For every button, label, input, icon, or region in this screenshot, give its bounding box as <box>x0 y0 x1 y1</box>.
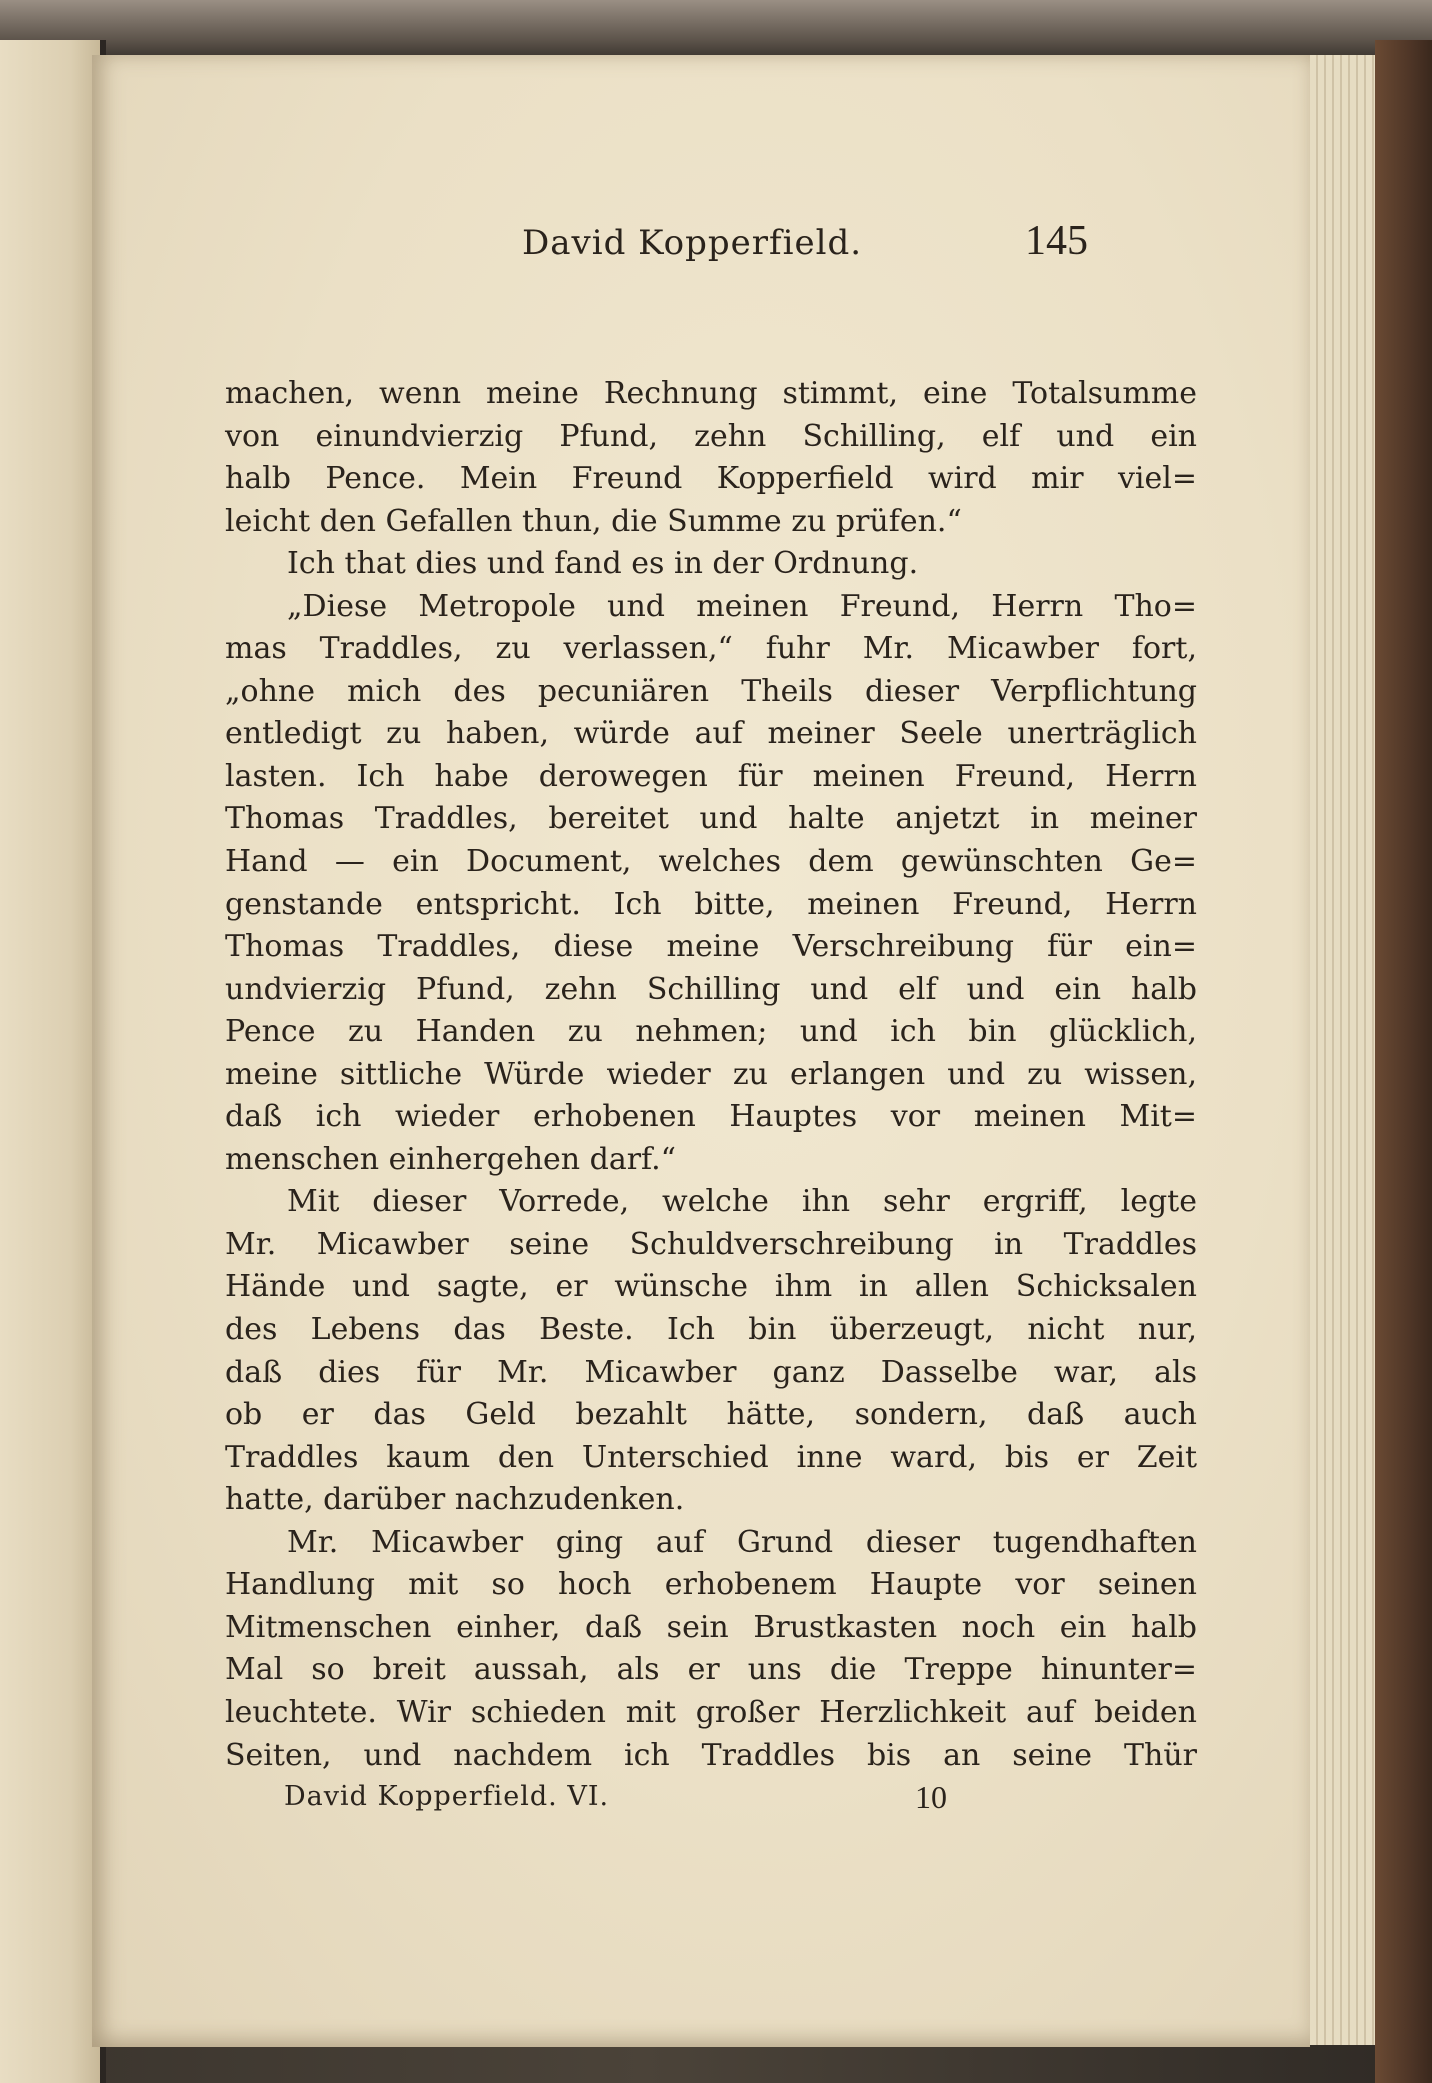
text-line: undvierzig Pfund, zehn Schilling und elf und ein halb <box>225 971 1197 1007</box>
page-stack-edge <box>1300 55 1382 2045</box>
text-line: menschen einhergehen darf.“ <box>225 1141 676 1177</box>
sheet-number: 10 <box>915 1779 947 1815</box>
text-line: Mr. Micawber seine Schuldverschreibung in Traddles <box>225 1226 1197 1262</box>
text-line: Seiten, und nachdem ich Traddles bis an seine Thür <box>225 1737 1197 1773</box>
text-line: machen, wenn meine Rechnung stimmt, eine Totalsumme <box>225 376 1197 411</box>
text-line: Mal so breit aussah, als er uns die Treppe hinunter= <box>225 1652 1197 1688</box>
text-line: halb Pence. Mein Freund Kopperfield wird mir viel= <box>225 461 1197 497</box>
facing-page-edge <box>0 40 103 2083</box>
text-line: „Diese Metropole und meinen Freund, Herrn Tho= <box>287 588 1197 624</box>
text-line: leicht den Gefallen thun, die Summe zu prüfen.“ <box>225 503 962 539</box>
text-line: daß ich wieder erhobenen Hauptes vor meinen Mit= <box>225 1099 1197 1135</box>
text-line: Pence zu Handen zu nehmen; und ich bin glücklich, <box>225 1014 1197 1050</box>
text-line: Traddles kaum den Unterschied inne ward, bis er Zeit <box>225 1439 1197 1475</box>
text-line: von einundvierzig Pfund, zehn Schilling, elf und ein <box>225 418 1197 454</box>
text-line: genstande entspricht. Ich bitte, meinen Freund, Herrn <box>225 886 1197 922</box>
text-line: mas Traddles, zu verlassen,“ fuhr Mr. Micawber fort, <box>225 631 1197 667</box>
text-line: Mr. Micawber ging auf Grund dieser tugendhaften <box>287 1524 1197 1560</box>
text-line: entledigt zu haben, würde auf meiner Seele unerträglich <box>225 716 1197 752</box>
text-line: Mit dieser Vorrede, welche ihn sehr ergriff, legte <box>287 1184 1197 1220</box>
book-cover-right-edge <box>1375 40 1432 2083</box>
book-page <box>92 55 1310 2047</box>
text-line: meine sittliche Würde wieder zu erlangen und zu wissen, <box>225 1056 1197 1092</box>
text-line: Hand — ein Document, welches dem gewünschten Ge= <box>225 844 1197 880</box>
text-line: Mitmenschen einher, daß sein Brustkasten noch ein halb <box>225 1609 1197 1645</box>
text-line: leuchtete. Wir schieden mit großer Herzlichkeit auf beiden <box>225 1694 1197 1730</box>
signature-mark: David Kopperfield. VI. <box>284 1781 610 1812</box>
text-line: hatte, darüber nachzudenken. <box>225 1482 685 1518</box>
text-line: des Lebens das Beste. Ich bin überzeugt, nicht nur, <box>225 1312 1197 1348</box>
text-line: ob er das Geld bezahlt hätte, sondern, daß auch <box>225 1397 1197 1433</box>
text-line: Thomas Traddles, bereitet und halte anjetzt in meiner <box>225 801 1197 837</box>
page-number: 145 <box>1025 218 1088 264</box>
body-text <box>225 373 1197 1793</box>
text-line: daß dies für Mr. Micawber ganz Dasselbe war, als <box>225 1354 1197 1390</box>
text-line: Thomas Traddles, diese meine Verschreibung für ein= <box>225 929 1197 965</box>
text-line: Hände und sagte, er wünsche ihm in allen Schicksalen <box>225 1269 1197 1305</box>
running-title: David Kopperfield. <box>522 223 863 263</box>
page-header <box>92 218 1310 283</box>
text-line: „ohne mich des pecuniären Theils dieser Verpflichtung <box>225 673 1197 709</box>
text-line: Ich that dies und fand es in der Ordnung. <box>287 546 919 582</box>
text-line: Handlung mit so hoch erhobenem Haupte vor seinen <box>225 1567 1197 1603</box>
text-line: lasten. Ich habe derowegen für meinen Freund, Herrn <box>225 758 1197 794</box>
book-cover-top-edge <box>0 0 1432 58</box>
page-footer <box>92 1781 1310 1831</box>
